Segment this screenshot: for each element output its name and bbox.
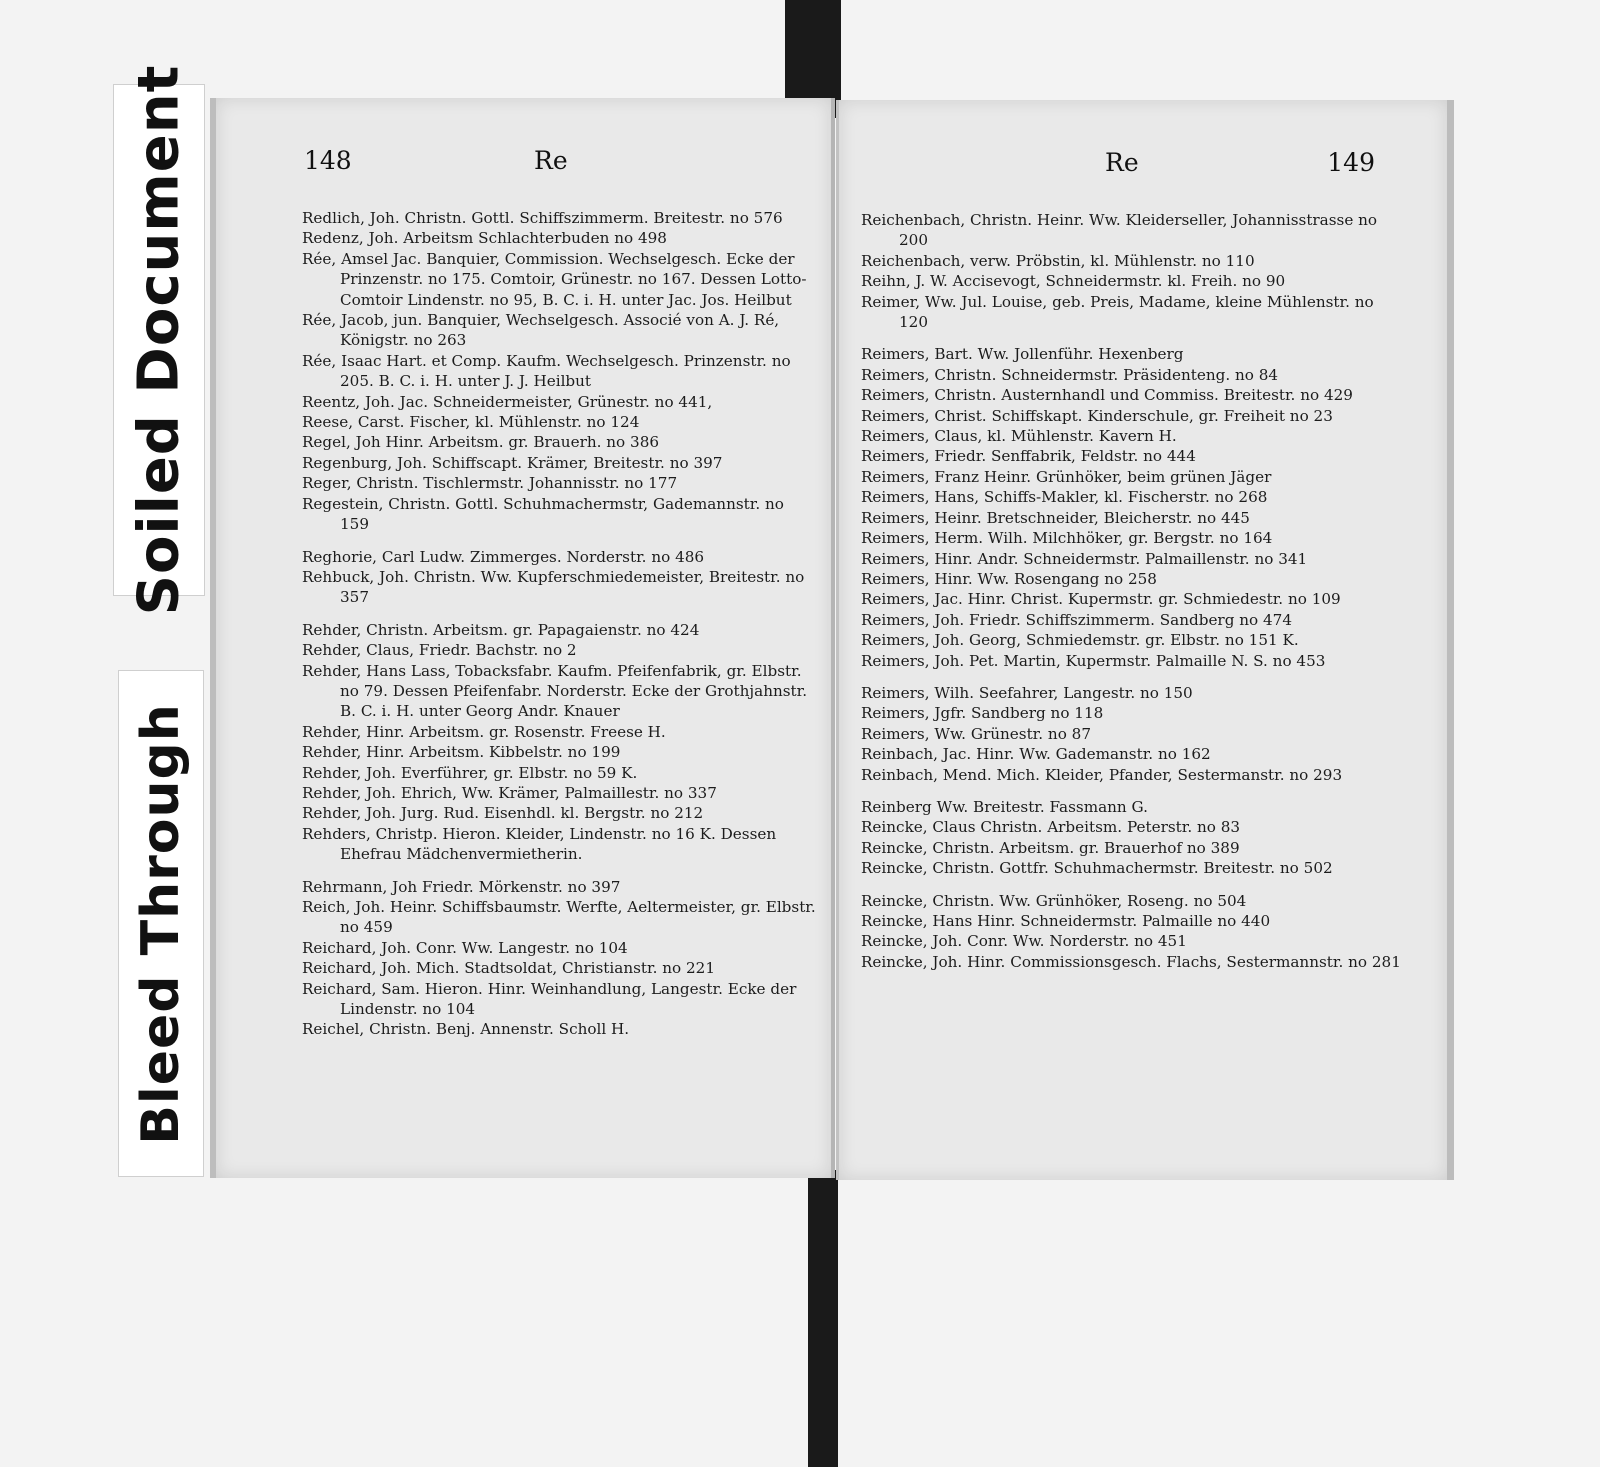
directory-entry: Reincke, Joh. Hinr. Commissionsgesch. Flachs, Sestermannstr. no 281 (861, 952, 1401, 971)
directory-entry: Reese, Carst. Fischer, kl. Mühlenstr. no 124 (302, 413, 640, 432)
directory-entry: Reincke, Christn. Ww. Grünhöker, Roseng. no 504 (861, 891, 1247, 910)
directory-entry: Regel, Joh Hinr. Arbeitsm. gr. Brauerh. no 386 (302, 433, 660, 452)
directory-entry: Reimers, Heinr. Bretschneider, Bleicherstr. no 445 (861, 508, 1250, 527)
directory-entry: Reimers, Herm. Wilh. Milchhöker, gr. Bergstr. no 164 (861, 529, 1273, 548)
directory-entry: Reincke, Claus Christn. Arbeitsm. Peterstr. no 83 (861, 818, 1241, 837)
directory-entry: Rehder, Hans Lass, Tobacksfabr. Kaufm. Pfeifenfabrik, gr. Elbstr. no 79. Dessen Pfeifenfabr. Norderstr. Ecke der Grothjahnstr. B. C. i. H. unter Georg Andr. Knauer (302, 661, 808, 721)
book-spine-bottom (808, 1170, 838, 1467)
directory-entry: Reincke, Christn. Gottfr. Schuhmachermstr. Breitestr. no 502 (861, 859, 1333, 878)
directory-entry: Reinbach, Mend. Mich. Kleider, Pfander, Sestermanstr. no 293 (861, 765, 1343, 784)
directory-entry: Reich, Joh. Heinr. Schiffsbaumstr. Werfte, Aeltermeister, gr. Elbstr. no 459 (302, 898, 816, 937)
directory-entry: Rehders, Christp. Hieron. Kleider, Lindenstr. no 16 K. Dessen Ehefrau Mädchenvermietherin. (302, 824, 777, 864)
directory-entry: Rehrmann, Joh Friedr. Mörkenstr. no 397 (302, 877, 621, 896)
directory-entry: Regestein, Christn. Gottl. Schuhmachermstr, Gademannstr. no 159 (302, 494, 784, 534)
directory-entry: Rehbuck, Joh. Christn. Ww. Kupferschmiedemeister, Breitestr. no 357 (302, 567, 805, 607)
left-page-number: 148 (304, 146, 352, 175)
directory-entry: Reincke, Joh. Conr. Ww. Norderstr. no 451 (861, 932, 1187, 951)
directory-entry: Reimers, Christn. Schneidermstr. Präsidenteng. no 84 (861, 365, 1279, 384)
soiled-document-label (113, 64, 205, 616)
right-page-header (839, 148, 1447, 184)
left-entry-list (302, 208, 817, 1040)
directory-entry: Reimers, Joh. Georg, Schmiedemstr. gr. Elbstr. no 151 K. (861, 631, 1299, 650)
left-running-head: Re (534, 146, 568, 175)
right-page-number: 149 (1327, 148, 1375, 177)
right-entry-list (861, 210, 1401, 972)
directory-entry: Reimers, Jgfr. Sandberg no 118 (861, 704, 1104, 723)
directory-entry: Reimers, Friedr. Senffabrik, Feldstr. no 444 (861, 447, 1196, 466)
directory-entry: Rehder, Joh. Jurg. Rud. Eisenhdl. kl. Bergstr. no 212 (302, 804, 704, 823)
directory-entry: Rehder, Hinr. Arbeitsm. gr. Rosenstr. Freese H. (302, 722, 666, 741)
directory-entry: Reghorie, Carl Ludw. Zimmerges. Norderstr. no 486 (302, 547, 705, 566)
directory-entry: Reichel, Christn. Benj. Annenstr. Scholl H. (302, 1020, 630, 1039)
directory-entry: Reimers, Ww. Grünestr. no 87 (861, 724, 1092, 743)
directory-entry: Reihn, J. W. Accisevogt, Schneidermstr. kl. Freih. no 90 (861, 272, 1286, 291)
directory-entry: Reimers, Jac. Hinr. Christ. Kupermstr. gr. Schmiedestr. no 109 (861, 590, 1341, 609)
directory-entry: Reichard, Sam. Hieron. Hinr. Weinhandlung, Langestr. Ecke der Lindenstr. no 104 (302, 979, 797, 1019)
directory-entry: Rée, Jacob, jun. Banquier, Wechselgesch. Associé von A. J. Ré, Königstr. no 263 (302, 311, 780, 350)
soiled-document-text: Soiled Document (126, 64, 192, 616)
directory-entry: Reichenbach, verw. Pröbstin, kl. Mühlenstr. no 110 (861, 251, 1255, 270)
directory-entry: Reimers, Christ. Schiffskapt. Kinderschule, gr. Freiheit no 23 (861, 406, 1333, 425)
directory-entry: Reichenbach, Christn. Heinr. Ww. Kleiderseller, Johannisstrasse no 200 (861, 211, 1378, 250)
directory-entry: Redlich, Joh. Christn. Gottl. Schiffszimmerm. Breitestr. no 576 (302, 209, 783, 227)
directory-entry: Reimers, Hinr. Andr. Schneidermstr. Palmaillenstr. no 341 (861, 549, 1308, 568)
directory-entry: Reincke, Hans Hinr. Schneidermstr. Palmaille no 440 (861, 912, 1271, 930)
directory-entry: Reimer, Ww. Jul. Louise, geb. Preis, Madame, kleine Mühlenstr. no 120 (861, 292, 1374, 332)
directory-entry: Rée, Isaac Hart. et Comp. Kaufm. Wechselgesch. Prinzenstr. no 205. B. C. i. H. unter J. J. Heilbut (302, 351, 791, 391)
directory-entry: Reentz, Joh. Jac. Schneidermeister, Grünestr. no 441, (302, 392, 713, 411)
right-running-head: Re (1105, 148, 1139, 177)
directory-entry: Reinbach, Jac. Hinr. Ww. Gademanstr. no 162 (861, 745, 1211, 764)
directory-entry: Rehder, Christn. Arbeitsm. gr. Papagaienstr. no 424 (302, 620, 700, 639)
directory-entry: Reimers, Bart. Ww. Jollenführ. Hexenberg (861, 345, 1184, 364)
directory-entry: Reimers, Hinr. Ww. Rosengang no 258 (861, 569, 1157, 588)
directory-entry: Reimers, Claus, kl. Mühlenstr. Kavern H. (861, 427, 1177, 446)
directory-entry: Reimers, Joh. Friedr. Schiffszimmerm. Sandberg no 474 (861, 610, 1292, 629)
left-page-header (216, 146, 831, 182)
directory-entry: Redenz, Joh. Arbeitsm Schlachterbuden no 498 (302, 229, 667, 248)
directory-entry: Rehder, Joh. Everführer, gr. Elbstr. no 59 K. (302, 763, 638, 782)
directory-entry: Reimers, Wilh. Seefahrer, Langestr. no 150 (861, 683, 1193, 702)
directory-entry: Reimers, Franz Heinr. Grünhöker, beim grünen Jäger (861, 467, 1272, 486)
directory-entry: Reincke, Christn. Arbeitsm. gr. Brauerhof no 389 (861, 838, 1240, 857)
left-page (210, 98, 835, 1178)
bleed-through-text: Bleed Through (131, 702, 191, 1145)
directory-entry: Regenburg, Joh. Schiffscapt. Krämer, Breitestr. no 397 (302, 453, 723, 472)
directory-entry: Rehder, Hinr. Arbeitsm. Kibbelstr. no 199 (302, 743, 621, 762)
directory-entry: Reimers, Christn. Austernhandl und Commiss. Breitestr. no 429 (861, 386, 1353, 405)
directory-entry: Reichard, Joh. Conr. Ww. Langestr. no 104 (302, 938, 628, 957)
directory-entry: Reinberg Ww. Breitestr. Fassmann G. (861, 797, 1148, 816)
directory-entry: Reger, Christn. Tischlermstr. Johannisstr. no 177 (302, 474, 678, 493)
directory-entry: Reichard, Joh. Mich. Stadtsoldat, Christianstr. no 221 (302, 959, 715, 978)
directory-entry: Reimers, Joh. Pet. Martin, Kupermstr. Palmaille N. S. no 453 (861, 651, 1326, 670)
directory-entry: Rée, Amsel Jac. Banquier, Commission. Wechselgesch. Ecke der Prinzenstr. no 175. Comtoir, Grünestr. no 167. Dessen Lotto-Comtoir Lindenstr. no 95, B. C. i. H. unter Jac. Jos. Heilbut (302, 249, 807, 309)
directory-entry: Reimers, Hans, Schiffs-Makler, kl. Fischerstr. no 268 (861, 488, 1268, 507)
directory-entry: Rehder, Claus, Friedr. Bachstr. no 2 (302, 641, 577, 660)
right-page (836, 100, 1454, 1180)
bleed-through-label (118, 670, 204, 1177)
directory-entry: Rehder, Joh. Ehrich, Ww. Krämer, Palmaillestr. no 337 (302, 783, 717, 802)
